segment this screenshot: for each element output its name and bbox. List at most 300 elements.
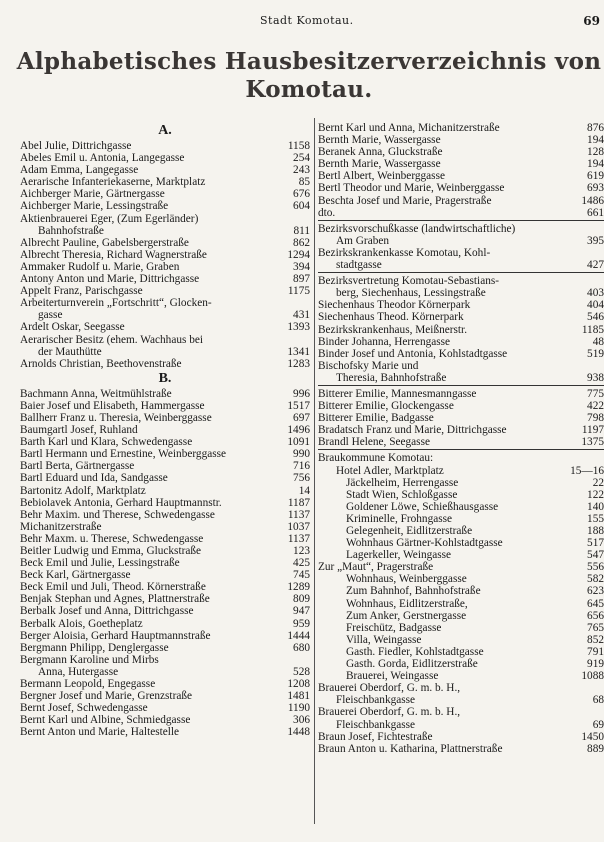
owner-name: Aerarischer Besitz (ehem. Wachhaus bei	[20, 333, 204, 346]
owner-name: Aerarische Infanteriekaserne, Marktplatz	[20, 176, 206, 189]
house-number: 188	[587, 525, 604, 537]
list-item	[20, 460, 310, 472]
owner-name: Appelt Franz, Parischgasse	[20, 285, 143, 298]
owner-name: Bezirksvorschußkasse (landwirtschaftliche)	[318, 222, 516, 235]
entries-r3	[318, 275, 604, 384]
section-heading-b: B.	[158, 370, 172, 386]
list-item	[20, 581, 310, 593]
list-item	[20, 237, 310, 249]
list-item	[318, 170, 604, 182]
house-number: 756	[293, 472, 310, 485]
owner-name: Benjak Stephan und Agnes, Plattnerstraße	[20, 593, 210, 606]
owner-name: Bezirkskrankenhaus, Meißnerstr.	[318, 323, 468, 336]
house-number: 1037	[287, 520, 310, 533]
house-number: 1137	[287, 508, 310, 521]
house-number: 556	[587, 561, 604, 574]
owner-name: Bitterer Emilie, Badgasse	[318, 412, 434, 425]
owner-name: Baier Josef und Elisabeth, Hammergasse	[20, 399, 205, 412]
owner-name: Am Graben	[336, 234, 390, 247]
list-item	[318, 146, 604, 158]
entries-b	[20, 388, 310, 739]
list-item	[318, 646, 604, 658]
list-item	[318, 259, 604, 271]
owner-name: Zum Bahnhof, Bahnhofstraße	[346, 585, 481, 598]
house-number: 48	[592, 335, 604, 348]
owner-name: Stadt Wien, Schloßgasse	[346, 488, 458, 501]
owner-name: Michanitzerstraße	[20, 520, 102, 533]
list-item	[318, 634, 604, 646]
house-number: 876	[587, 122, 604, 134]
owner-name: Ballherr Franz u. Theresia, Weinberggasse	[20, 411, 212, 424]
list-item	[318, 311, 604, 323]
owner-name: Bartl Berta, Gärtnergasse	[20, 460, 135, 473]
list-item	[318, 477, 604, 489]
owner-name: Bernth Marie, Wassergasse	[318, 158, 441, 171]
house-number: 425	[293, 557, 310, 570]
house-number: 546	[587, 311, 604, 324]
owner-name: Barth Karl und Klara, Schwedengasse	[20, 436, 193, 449]
house-number: 394	[293, 260, 310, 273]
list-item	[318, 682, 604, 694]
owner-name: Arnolds Christian, Beethovenstraße	[20, 357, 182, 370]
owner-name: Binder Johanna, Herrengasse	[318, 335, 451, 348]
owner-name: Jäckelheim, Herrengasse	[346, 476, 459, 489]
list-item	[20, 309, 310, 321]
entries-r1	[318, 122, 604, 219]
owner-name: Bischofsky Marie und	[318, 359, 419, 372]
list-item	[20, 642, 310, 654]
house-number: 68	[592, 694, 604, 707]
owner-name: Wohnhaus Gärtner-Kohlstadtgasse	[346, 537, 503, 550]
owner-name: Bezirksvertretung Komotau-Sebastians-	[318, 275, 500, 288]
owner-name: Brandl Helene, Seegasse	[318, 436, 430, 449]
house-number: 128	[587, 146, 604, 159]
owner-name: Ardelt Oskar, Seegasse	[20, 321, 125, 334]
house-number: 528	[293, 665, 310, 678]
owner-name: Hotel Adler, Marktplatz	[336, 464, 444, 477]
owner-name: Braun Josef, Fichtestraße	[318, 730, 433, 743]
owner-name: Albrecht Pauline, Gabelsbergerstraße	[20, 236, 189, 249]
list-item	[20, 569, 310, 581]
owner-name: stadtgasse	[336, 259, 382, 272]
owner-name: Brauerei Oberdorf, G. m. b. H.,	[318, 682, 461, 695]
owner-name: Theresia, Bahnhofstraße	[336, 371, 447, 384]
list-item	[318, 223, 604, 235]
owner-name: Bradatsch Franz und Marie, Dittrichgasse	[318, 424, 507, 437]
house-number: 919	[587, 658, 604, 671]
house-number: 1283	[287, 357, 310, 370]
list-item	[20, 702, 310, 714]
owner-name: Bertl Albert, Weinberggasse	[318, 170, 445, 183]
owner-name: Lagerkeller, Weingasse	[346, 549, 452, 562]
owner-name: Bermann Leopold, Engegasse	[20, 678, 156, 691]
list-item	[318, 372, 604, 384]
house-number: 1208	[287, 678, 310, 691]
house-number: 15—16	[570, 464, 604, 477]
house-number: 990	[293, 448, 310, 461]
list-item	[318, 670, 604, 682]
list-item	[318, 400, 604, 412]
house-number: 547	[587, 549, 604, 562]
list-item	[20, 654, 310, 666]
divider-rule	[318, 449, 604, 450]
list-item	[20, 346, 310, 358]
owner-name: Aichberger Marie, Gärtnergasse	[20, 188, 165, 201]
house-number: 140	[587, 500, 604, 513]
divider-rule	[318, 385, 604, 386]
list-item	[318, 489, 604, 501]
list-item	[318, 158, 604, 170]
list-item	[20, 140, 310, 152]
house-number: 811	[293, 224, 310, 237]
owner-name: Bartl Hermann und Ernestine, Weinberggasse	[20, 448, 227, 461]
list-item	[318, 235, 604, 247]
house-number: 1375	[581, 436, 604, 449]
list-item	[318, 731, 604, 743]
owner-name: Baumgartl Josef, Ruhland	[20, 424, 138, 437]
owner-name: Beitler Ludwig und Emma, Gluckstraße	[20, 545, 202, 557]
column-divider	[314, 118, 315, 824]
list-item	[20, 176, 310, 188]
owner-name: Wohnhaus, Weinberggasse	[346, 573, 467, 586]
list-item	[20, 400, 310, 412]
owner-name: Anna, Hutergasse	[38, 665, 119, 678]
house-number: 1448	[287, 726, 310, 739]
owner-name: Bergner Josef und Marie, Grenzstraße	[20, 690, 193, 703]
house-number: 745	[293, 569, 310, 582]
house-number: 619	[587, 170, 604, 183]
list-item	[20, 448, 310, 460]
owner-name: Bitterer Emilie, Mannesmanngasse	[318, 387, 477, 400]
list-item	[318, 465, 604, 477]
house-number: 422	[587, 400, 604, 413]
owner-name: Zum Anker, Gerstnergasse	[346, 609, 467, 622]
list-item	[20, 678, 310, 690]
list-item	[318, 412, 604, 424]
owner-name: Bitterer Emilie, Glockengasse	[318, 400, 454, 413]
owner-name: Adam Emma, Langegasse	[20, 164, 139, 177]
entries-r2	[318, 223, 604, 271]
house-number: 645	[587, 597, 604, 610]
house-number: 1294	[287, 248, 310, 261]
list-item	[318, 501, 604, 513]
list-item	[20, 666, 310, 678]
owner-name: Bebiolavek Antonia, Gerhard Hauptmannstr.	[20, 496, 222, 509]
house-number: 1496	[287, 424, 310, 437]
house-number: 765	[587, 621, 604, 634]
title-line-1: Alphabetisches Hausbesitzerverzeichnis von	[16, 48, 602, 75]
house-number: 889	[587, 742, 604, 755]
house-number: 897	[293, 273, 310, 286]
owner-name: Ammaker Rudolf u. Marie, Graben	[20, 260, 180, 273]
owner-name: Bartonitz Adolf, Marktplatz	[20, 484, 146, 497]
house-number: 69	[592, 718, 604, 731]
house-number: 431	[293, 309, 310, 322]
page-number: 69	[583, 14, 600, 28]
owner-name: Bernt Anton und Marie, Haltestelle	[20, 726, 180, 739]
list-item	[318, 424, 604, 436]
list-item	[20, 225, 310, 237]
list-item	[20, 412, 310, 424]
entries-a	[20, 140, 310, 370]
owner-name: Zur „Maut“, Pragerstraße	[318, 561, 434, 574]
house-number: 1185	[581, 323, 604, 336]
house-number: 194	[587, 158, 604, 171]
list-item	[318, 436, 604, 448]
list-item	[318, 452, 604, 464]
owner-name: Beck Emil und Julie, Lessingstraße	[20, 557, 180, 570]
house-number: 1450	[581, 730, 604, 743]
list-item	[318, 134, 604, 146]
owner-name: Bartl Eduard und Ida, Sandgasse	[20, 472, 168, 485]
owner-name: Berger Aloisia, Gerhard Hauptmannstraße	[20, 629, 211, 642]
owner-name: dto.	[318, 206, 336, 219]
owner-name: Siechenhaus Theodor Körnerpark	[318, 299, 471, 312]
owner-name: Bahnhofstraße	[38, 224, 104, 237]
owner-name: Gelegenheit, Eidlitzerstraße	[346, 525, 473, 537]
list-item	[318, 694, 604, 706]
owner-name: der Mauthütte	[38, 345, 102, 358]
list-item	[20, 630, 310, 642]
owner-name: Beck Karl, Gärtnergasse	[20, 569, 131, 582]
list-item	[318, 573, 604, 585]
owner-name: Bernth Marie, Wassergasse	[318, 134, 441, 147]
house-number: 1341	[287, 345, 310, 358]
list-item	[318, 610, 604, 622]
owner-name: Arbeiterturnverein „Fortschritt“, Glocken-	[20, 297, 212, 310]
list-item	[318, 348, 604, 360]
owner-name: Wohnhaus, Eidlitzerstraße,	[346, 597, 468, 610]
list-item	[20, 388, 310, 400]
list-item	[318, 658, 604, 670]
house-number: 254	[293, 152, 310, 165]
entries-r4	[318, 388, 604, 448]
running-title: Stadt Komotau.	[260, 14, 354, 27]
owner-name: Beranek Anna, Gluckstraße	[318, 146, 443, 159]
owner-name: Brauerei, Weingasse	[346, 670, 439, 683]
list-item	[20, 164, 310, 176]
house-number: 809	[293, 593, 310, 606]
owner-name: Freischütz, Badgasse	[346, 621, 442, 634]
house-number: 155	[587, 512, 604, 525]
list-item	[318, 743, 604, 755]
owner-name: Binder Josef und Antonia, Kohlstadtgasse	[318, 347, 508, 360]
house-number: 395	[587, 234, 604, 247]
list-item	[20, 593, 310, 605]
house-number: 1517	[287, 399, 310, 412]
house-number: 791	[587, 645, 604, 658]
divider-rule	[318, 272, 604, 273]
owner-name: Siechenhaus Theod. Körnerpark	[318, 311, 464, 324]
list-item	[20, 557, 310, 569]
house-number: 404	[587, 299, 604, 312]
list-item	[20, 321, 310, 333]
house-number: 1197	[581, 424, 604, 437]
house-number: 1158	[287, 140, 310, 152]
owner-name: Braukommune Komotau:	[318, 452, 434, 465]
house-number: 582	[587, 573, 604, 586]
owner-name: Abeles Emil u. Antonia, Langegasse	[20, 152, 185, 165]
house-number: 693	[587, 182, 604, 195]
list-item	[20, 261, 310, 273]
owner-name: Behr Maxm. u. Therese, Schwedengasse	[20, 532, 204, 545]
house-number: 427	[587, 259, 604, 272]
title-line-2: Komotau.	[245, 76, 373, 103]
list-item	[318, 275, 604, 287]
list-item	[318, 122, 604, 134]
list-item	[318, 598, 604, 610]
list-item	[20, 533, 310, 545]
owner-name: Bachmann Anna, Weitmühlstraße	[20, 387, 172, 400]
owner-name: Villa, Weingasse	[346, 633, 422, 646]
house-number: 1187	[287, 496, 310, 509]
list-item	[318, 537, 604, 549]
house-number: 22	[592, 476, 604, 489]
list-item	[318, 561, 604, 573]
owner-name: Bernt Karl und Anna, Michanitzerstraße	[318, 122, 500, 134]
house-number: 1137	[287, 532, 310, 545]
owner-name: Bernt Josef, Schwedengasse	[20, 702, 148, 715]
page-title	[14, 48, 604, 104]
list-item	[20, 249, 310, 261]
list-item	[20, 714, 310, 726]
owner-name: Albrecht Theresia, Richard Wagnerstraße	[20, 248, 207, 261]
owner-name: Goldener Löwe, Schießhausgasse	[346, 500, 499, 513]
house-number: 775	[587, 387, 604, 400]
owner-name: Gasth. Gorda, Eidlitzerstraße	[346, 658, 478, 671]
list-item	[20, 188, 310, 200]
list-item	[20, 509, 310, 521]
owner-name: Aktienbrauerei Eger, (Zum Egerländer)	[20, 212, 199, 225]
house-number: 938	[587, 371, 604, 384]
house-number: 852	[587, 633, 604, 646]
owner-name: Aichberger Marie, Lessingstraße	[20, 200, 169, 213]
owner-name: berg, Siechenhaus, Lessingstraße	[336, 287, 486, 300]
list-item	[318, 247, 604, 259]
house-number: 519	[587, 347, 604, 360]
list-item	[20, 436, 310, 448]
house-number: 604	[293, 200, 310, 213]
owner-name: Bernt Karl und Albine, Schmiedgasse	[20, 714, 191, 727]
owner-name: Beck Emil und Juli, Theod. Körnerstraße	[20, 581, 206, 594]
list-item	[318, 706, 604, 718]
divider-rule	[318, 220, 604, 221]
list-item	[318, 719, 604, 731]
entries-r5	[318, 452, 604, 754]
house-number: 1393	[287, 321, 310, 334]
list-item	[318, 182, 604, 194]
house-number: 1444	[287, 629, 310, 642]
house-number: 1088	[581, 670, 604, 683]
list-item	[20, 497, 310, 509]
owner-name: Abel Julie, Dittrichgasse	[20, 140, 132, 152]
list-item	[20, 605, 310, 617]
list-item	[20, 690, 310, 702]
owner-name: Bergmann Philipp, Denglergasse	[20, 641, 169, 654]
list-item	[318, 324, 604, 336]
owner-name: Behr Maxim. und Therese, Schwedengasse	[20, 508, 215, 521]
house-number: 14	[298, 484, 310, 497]
house-number: 403	[587, 287, 604, 300]
list-item	[318, 513, 604, 525]
owner-name: Antony Anton und Marie, Dittrichgasse	[20, 273, 200, 286]
house-number: 661	[587, 206, 604, 219]
section-heading-a: A.	[158, 123, 172, 138]
running-header	[0, 14, 604, 30]
house-number: 996	[293, 387, 310, 400]
list-item	[318, 360, 604, 372]
list-item	[20, 273, 310, 285]
list-item	[318, 336, 604, 348]
house-number: 517	[587, 537, 604, 550]
list-item	[20, 521, 310, 533]
owner-name: Berbalk Josef und Anna, Dittrichgasse	[20, 605, 194, 618]
house-number: 1091	[287, 436, 310, 449]
list-item	[20, 200, 310, 212]
owner-name: Kriminelle, Frohngasse	[346, 512, 453, 525]
list-item	[20, 545, 310, 557]
list-item	[20, 472, 310, 484]
owner-name: Fleischbankgasse	[336, 718, 416, 731]
list-item	[20, 297, 310, 309]
owner-name: Gasth. Fiedler, Kohlstadtgasse	[346, 645, 484, 658]
list-item	[20, 358, 310, 370]
house-number: 959	[293, 617, 310, 630]
list-item	[20, 334, 310, 346]
list-item	[20, 285, 310, 297]
house-number: 85	[298, 176, 310, 189]
house-number: 947	[293, 605, 310, 618]
owner-name: Beschta Josef und Marie, Pragerstraße	[318, 194, 492, 207]
house-number: 306	[293, 714, 310, 727]
list-item	[318, 287, 604, 299]
house-number: 1190	[287, 702, 310, 715]
house-number: 122	[587, 488, 604, 501]
owner-name: Braun Anton u. Katharina, Plattnerstraße	[318, 742, 503, 755]
list-item	[318, 549, 604, 561]
owner-name: Fleischbankgasse	[336, 694, 416, 707]
list-item	[318, 525, 604, 537]
owner-name: Bergmann Karoline und Mirbs	[20, 653, 159, 666]
list-item	[20, 213, 310, 225]
list-item	[318, 622, 604, 634]
list-item	[20, 485, 310, 497]
owner-name: Bezirkskrankenkasse Komotau, Kohl-	[318, 246, 491, 259]
house-number: 1289	[287, 581, 310, 594]
list-item	[318, 585, 604, 597]
house-number: 1486	[581, 194, 604, 207]
list-item	[318, 195, 604, 207]
house-number: 123	[293, 545, 310, 557]
right-column	[318, 122, 604, 755]
list-item	[318, 388, 604, 400]
house-number: 680	[293, 641, 310, 654]
owner-name: gasse	[38, 309, 63, 322]
house-number: 656	[587, 609, 604, 622]
owner-name: Berbalk Alois, Goetheplatz	[20, 617, 143, 630]
owner-name: Bertl Theodor und Marie, Weinberggasse	[318, 182, 505, 195]
house-number: 697	[293, 411, 310, 424]
house-number: 1481	[287, 690, 310, 703]
house-number: 623	[587, 585, 604, 598]
house-number: 716	[293, 460, 310, 473]
house-number: 798	[587, 412, 604, 425]
owner-name: Brauerei Oberdorf, G. m. b. H.,	[318, 706, 461, 719]
house-number: 862	[293, 236, 310, 249]
house-number: 1175	[287, 285, 310, 298]
list-item	[20, 726, 310, 738]
left-column	[20, 122, 310, 739]
